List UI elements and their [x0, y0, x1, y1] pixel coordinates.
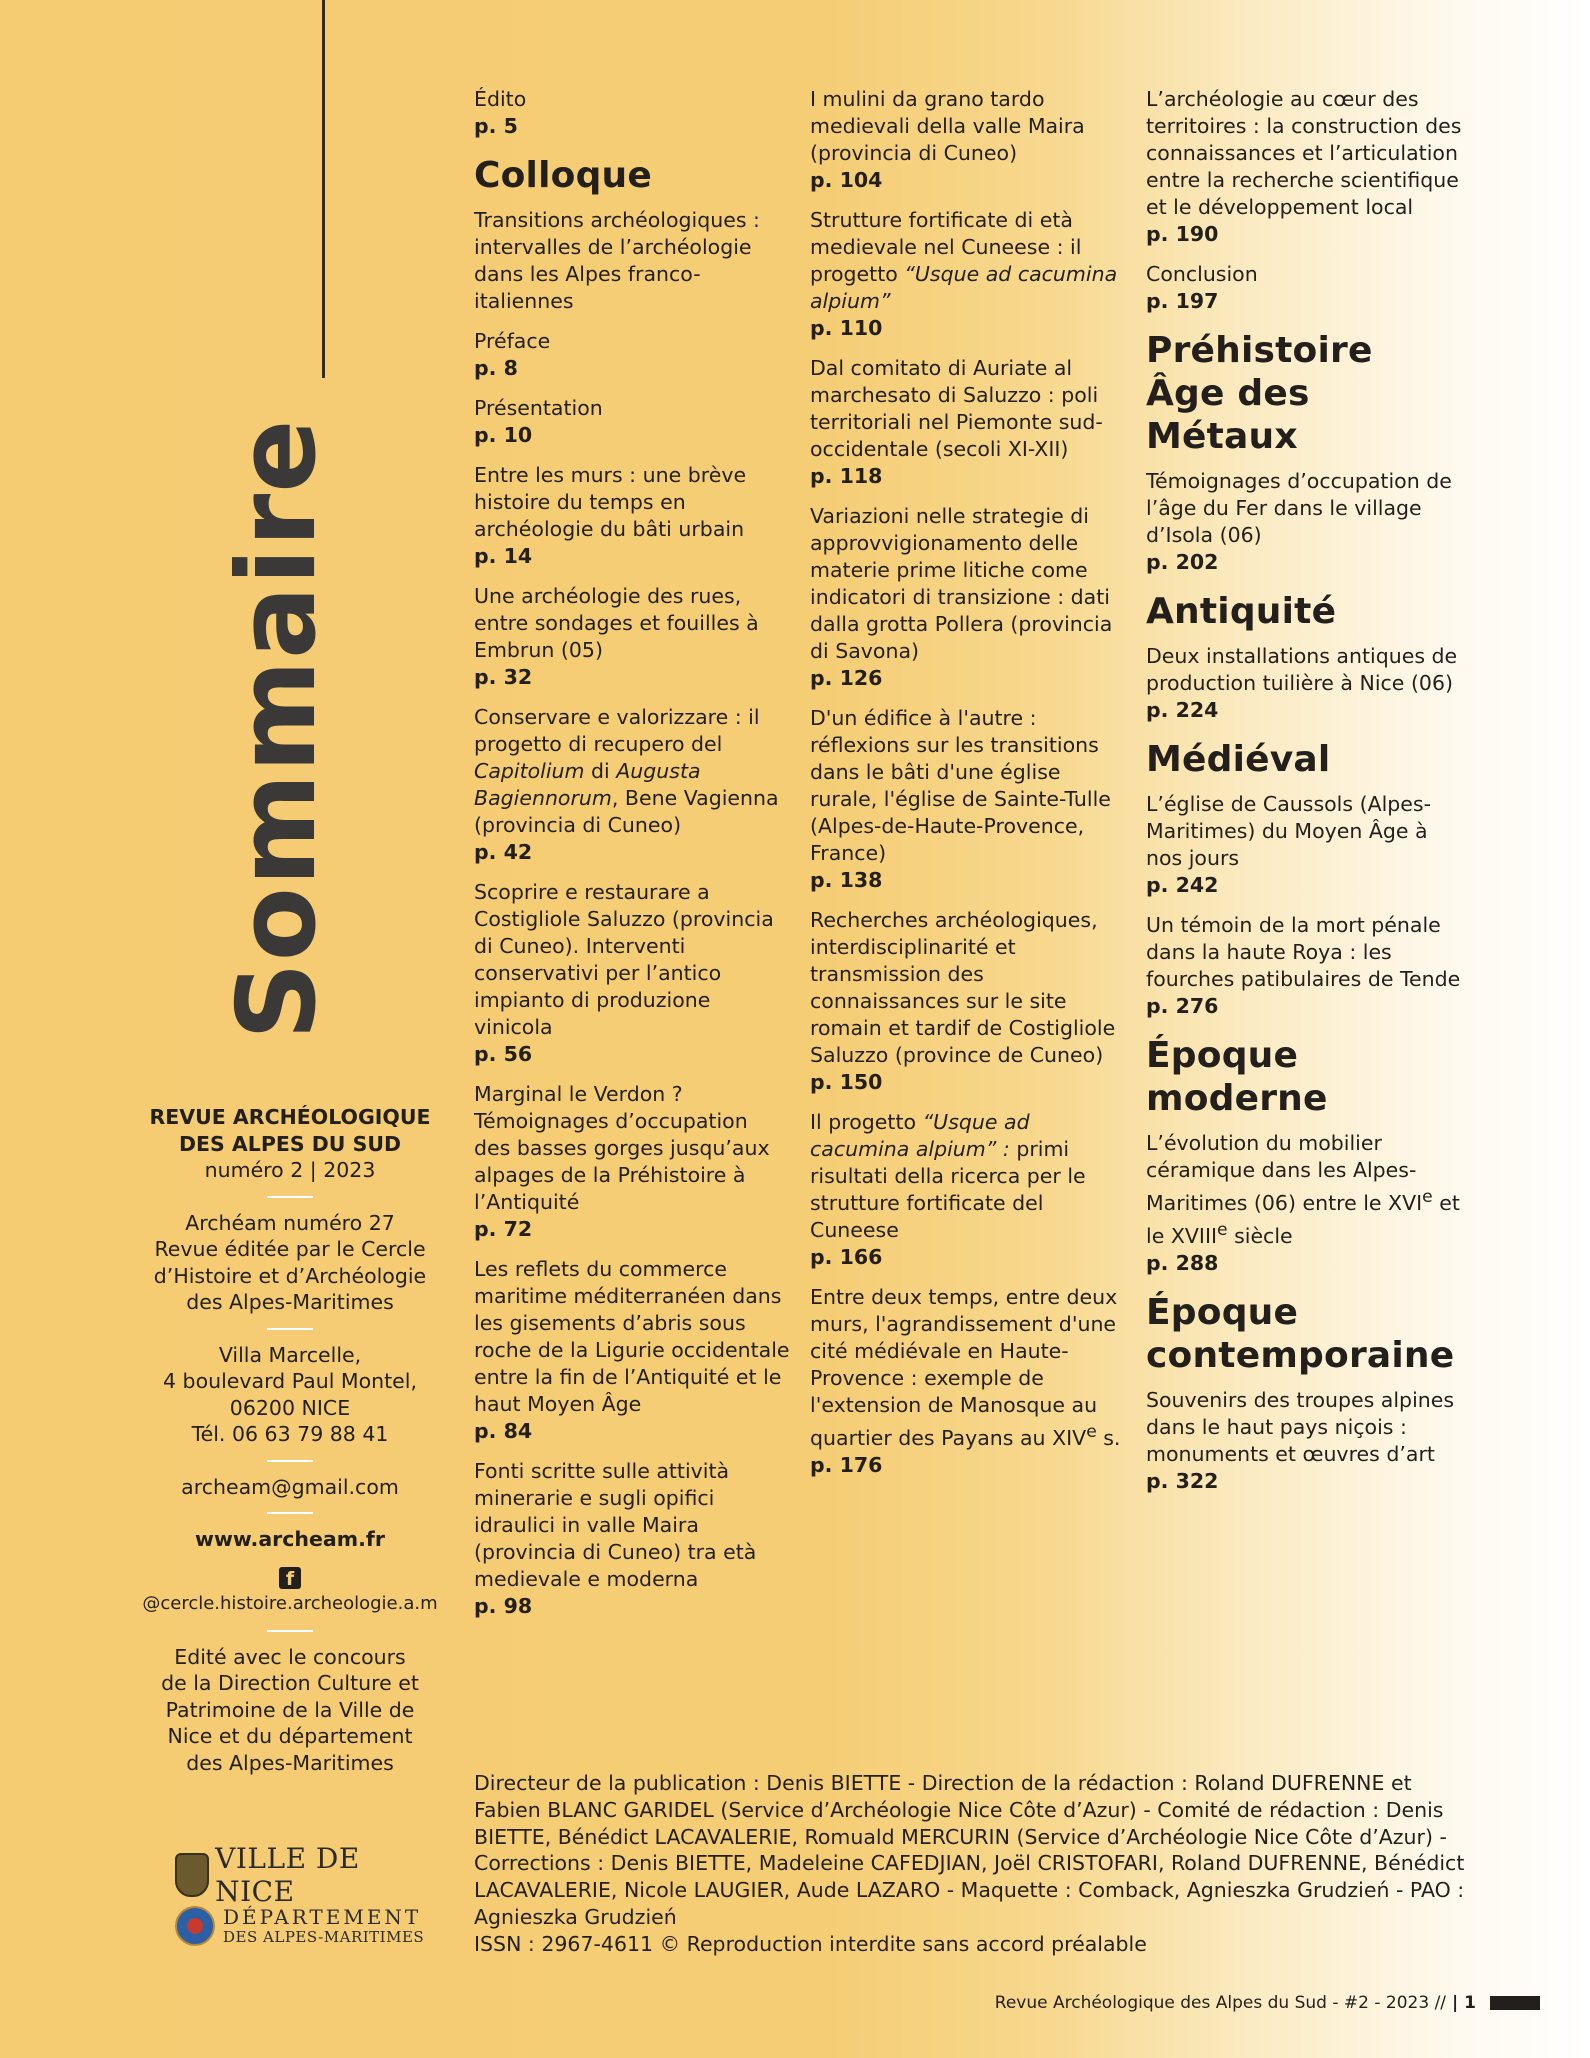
toc-entry-page: p. 104 — [810, 168, 883, 192]
toc-entry-title: Il progetto “Usque ad cacumina alpium” : primi risultati della ricerca per le strutture fortificate del Cuneese — [810, 1110, 1086, 1242]
toc-entry-page: p. 197 — [1146, 289, 1219, 313]
section-heading: Préhistoire Âge des Métaux — [1146, 330, 1373, 457]
toc-entry-title: Une archéologie des rues, entre sondages et fouilles à Embrun (05) — [474, 584, 759, 662]
address-line: 06200 NICE — [229, 1395, 351, 1420]
toc-entry[interactable] — [810, 1109, 1126, 1271]
toc-entry-title: Souvenirs des troupes alpines dans le haut pays niçois : monuments et œuvres d’art — [1146, 1387, 1455, 1466]
toc-entry-title: Les reflets du commerce maritime méditerranéen dans les gisements d’abris sous roche de la Ligurie occidentale entre la fin de l’Antiquité et le haut Moyen Âge — [474, 1257, 790, 1416]
departement-text: DÉPARTEMENT — [223, 1905, 422, 1929]
publisher-note: Patrimoine de la Ville de — [165, 1697, 415, 1722]
revue-name-line1: REVUE ARCHÉOLOGIQUE — [149, 1105, 431, 1129]
toc-entry-page: p. 202 — [1146, 550, 1219, 574]
toc-entry-title: Deux installations antiques de production tuilière à Nice (06) — [1146, 644, 1458, 695]
toc-entry-page: p. 166 — [810, 1245, 883, 1269]
archeam-line: d’Histoire et d’Archéologie — [153, 1263, 427, 1288]
toc-entry-page: p. 126 — [810, 666, 883, 690]
toc-entry-title: Conclusion — [1146, 262, 1258, 286]
toc-entry-page: p. 10 — [474, 423, 533, 447]
departement-subtext: DES ALPES-MARITIMES — [223, 1928, 425, 1946]
toc-entry-page: p. 322 — [1146, 1468, 1219, 1493]
footer-bar — [1490, 1996, 1540, 2010]
toc-entry[interactable] — [474, 704, 790, 866]
toc-entry[interactable] — [474, 879, 790, 1068]
ville-de-nice-text: VILLE DE NICE — [215, 1842, 360, 1908]
facebook-handle[interactable]: @cercle.histoire.archeologie.a.m — [142, 1593, 438, 1614]
toc-entry[interactable] — [810, 355, 1126, 490]
toc-entry-title: Édito — [474, 87, 527, 111]
toc-entry[interactable] — [810, 705, 1126, 894]
archeam-line: des Alpes-Maritimes — [186, 1290, 394, 1314]
toc-entry-page: p. 176 — [810, 1452, 883, 1477]
toc-entry-page: p. 110 — [810, 316, 883, 340]
toc-entry-title: Recherches archéologiques, interdisciplinarité et transmission des connaissances sur le site romain et tardif de Costigliole Saluzzo (province de Cuneo) — [810, 908, 1116, 1067]
toc-entry[interactable] — [1146, 912, 1462, 1020]
toc-entry[interactable] — [810, 503, 1126, 692]
partner-logos — [175, 1842, 435, 1946]
section-heading: Époque moderne — [1146, 1035, 1328, 1119]
section-heading: Médiéval — [1146, 739, 1331, 780]
email-link[interactable]: archeam@gmail.com — [181, 1474, 399, 1499]
publisher-note: des Alpes-Maritimes — [186, 1750, 394, 1775]
toc-entry-title: Présentation — [474, 396, 603, 420]
issue-number: numéro 2 | 2023 — [204, 1158, 376, 1182]
page-number: | 1 — [1452, 1993, 1476, 2013]
website-link[interactable]: www.archeam.fr — [195, 1527, 385, 1551]
masthead — [130, 1104, 450, 1776]
publisher-note: Nice et du département — [167, 1724, 413, 1748]
separator — [267, 1512, 313, 1514]
toc-entry[interactable] — [474, 462, 790, 570]
toc-entry-title: Marginal le Verdon ? Témoignages d’occupation des basses gorges jusqu’aux alpages de la Préhistoire à l’Antiquité — [474, 1082, 770, 1214]
toc-entry-title: Entre deux temps, entre deux murs, l'agrandissement d'une cité médiévale en Haute-Provence : exemple de l'extension de Manosque au quartier des Payans au XIVe s. — [810, 1285, 1121, 1450]
toc-entry[interactable] — [1146, 791, 1462, 899]
nice-crest-icon — [175, 1853, 209, 1897]
credits-text: Directeur de la publication : Denis BIETTE - Direction de la rédaction : Roland DUFRENNE et Fabien BLANC GARIDEL (Service d’Archéologie Nice Côte d’Azur) - Comité de rédaction : Denis BIETTE, Bénédict LACAVALERIE, Romuald MERCURIN (Service d’Archéologie Nice Côte d’Azur) - Corrections : Denis BIETTE, Madeleine CAFEDJIAN, Joël CRISTOFARI, Roland DUFRENNE, Bénédict LACAVALERIE, Nicole LAUGIER, Aude LAZARO - Maquette : Comback, Agnieszka Grudzień - PAO : Agnieszka Grudzień — [474, 1771, 1465, 1929]
toc-entry-page: p. 118 — [810, 464, 883, 488]
toc-entry-title: Scoprire e restaurare a Costigliole Saluzzo (provincia di Cuneo). Interventi conservativi per l’antico impianto di produzione vinicola — [474, 880, 774, 1039]
toc-entry-title: Entre les murs : une brève histoire du temps en archéologie du bâti urbain — [474, 463, 747, 541]
publisher-note: de la Direction Culture et — [161, 1671, 419, 1695]
toc-entry-page: p. 98 — [474, 1594, 533, 1618]
departement-logo — [175, 1906, 435, 1946]
toc-entry[interactable] — [810, 86, 1126, 194]
toc-entry[interactable] — [474, 395, 790, 449]
toc-entry-page: p. 190 — [1146, 222, 1219, 246]
ville-de-nice-logo — [175, 1842, 435, 1908]
toc-entry-title: Fonti scritte sulle attività minerarie e sugli opifici idraulici in valle Maira (provincia di Cuneo) tra età medievale e moderna — [474, 1459, 757, 1591]
footer-text: Revue Archéologique des Alpes du Sud - #2 - 2023 // — [994, 1993, 1447, 2013]
archeam-line: Archéam numéro 27 — [185, 1210, 395, 1235]
page-footer — [995, 1993, 1540, 2013]
toc-entry-title: Conservare e valorizzare : il progetto di recupero del Capitolium di Augusta Bagiennorum, Bene Vagienna (provincia di Cuneo) — [474, 705, 779, 837]
toc-column-2 — [810, 86, 1126, 1492]
toc-entry-title: Strutture fortificate di età medievale nel Cuneese : il progetto “Usque ad cacumina alpium” — [810, 208, 1118, 313]
toc-entry-page: p. 42 — [474, 840, 533, 864]
toc-entry-title: Préface — [474, 329, 551, 353]
toc-entry-page: p. 72 — [474, 1217, 533, 1241]
toc-entry[interactable] — [474, 1256, 790, 1445]
toc-entry[interactable] — [1146, 86, 1462, 248]
toc-entry-title: Dal comitato di Auriate al marchesato di Saluzzo : poli territoriali nel Piemonte sud-occidentale (secoli XI-XII) — [810, 356, 1103, 461]
toc-entry-title: L’archéologie au cœur des territoires : la construction des connaissances et l’articulation entre la recherche scientifique et le développement local — [1146, 87, 1462, 219]
toc-entry-page: p. 138 — [810, 868, 883, 892]
separator — [267, 1328, 313, 1330]
address-line: 4 boulevard Paul Montel, — [163, 1369, 417, 1393]
toc-column-1 — [474, 86, 790, 1633]
toc-entry-page: p. 276 — [1146, 994, 1219, 1018]
toc-entry-page: p. 32 — [474, 665, 533, 689]
section-heading: Colloque — [474, 155, 652, 196]
archeam-line: Revue éditée par le Cercle — [154, 1237, 426, 1261]
toc-entry-title: Transitions archéologiques : intervalles de l’archéologie dans les Alpes franco-italiennes — [474, 208, 760, 313]
toc-entry-page: p. 56 — [474, 1042, 533, 1066]
toc-entry[interactable] — [810, 1284, 1126, 1479]
toc-entry-page: p. 288 — [1146, 1250, 1219, 1275]
separator — [267, 1630, 313, 1632]
toc-entry-title: L’église de Caussols (Alpes-Maritimes) du Moyen Âge à nos jours — [1146, 792, 1431, 870]
credits — [474, 1770, 1474, 1958]
publisher-note: Edité avec le concours — [174, 1644, 406, 1669]
toc-entry-page: p. 8 — [474, 356, 518, 380]
toc-entry[interactable] — [1146, 468, 1462, 576]
phone: Tél. 06 63 79 88 41 — [191, 1422, 389, 1446]
toc-entry[interactable] — [810, 207, 1126, 342]
toc-entry-page: p. 242 — [1146, 873, 1219, 897]
toc-entry-page: p. 84 — [474, 1419, 533, 1443]
toc-entry[interactable] — [474, 1458, 790, 1620]
address-line: Villa Marcelle, — [218, 1342, 362, 1367]
revue-name-line2: DES ALPES DU SUD — [178, 1131, 401, 1156]
toc-entry-title: Un témoin de la mort pénale dans la haute Roya : les fourches patibulaires de Tende — [1146, 913, 1461, 991]
separator — [267, 1196, 313, 1198]
toc-entry[interactable] — [1146, 1130, 1462, 1277]
toc-entry[interactable] — [1146, 643, 1462, 724]
toc-entry-title: Témoignages d’occupation de l’âge du Fer dans le village d’Isola (06) — [1146, 469, 1452, 547]
toc-entry-title: D'un édifice à l'autre : réflexions sur les transitions dans le bâti d'une église rurale, l'église de Sainte-Tulle (Alpes-de-Haute-Provence, France) — [810, 706, 1111, 865]
departement-emblem-icon — [175, 1906, 215, 1946]
issn-line: ISSN : 2967-4611 © Reproduction interdite sans accord préalable — [474, 1931, 1147, 1956]
toc-column-3 — [1146, 86, 1462, 1508]
section-heading: Antiquité — [1146, 591, 1337, 632]
toc-entry-page: p. 5 — [474, 114, 518, 138]
toc-entry-title: Variazioni nelle strategie di approvvigionamento delle materie prime litiche come indicatori di transizione : dati dalla grotta Pollera (provincia di Savona) — [810, 504, 1113, 663]
vertical-rule — [322, 0, 325, 378]
toc-entry[interactable] — [474, 207, 790, 315]
section-heading: Époque contemporaine — [1146, 1291, 1455, 1376]
toc-entry[interactable] — [1146, 261, 1462, 315]
toc-entry[interactable] — [810, 907, 1126, 1096]
toc-entry[interactable] — [474, 328, 790, 382]
toc-entry-page: p. 224 — [1146, 698, 1219, 722]
facebook-icon[interactable]: f — [279, 1567, 301, 1589]
toc-entry[interactable] — [474, 86, 790, 140]
toc-entry-page: p. 150 — [810, 1070, 883, 1094]
toc-entry[interactable] — [474, 1081, 790, 1243]
toc-entry[interactable] — [474, 583, 790, 691]
toc-entry-page: p. 14 — [474, 544, 533, 568]
separator — [267, 1460, 313, 1462]
toc-entry-title: L’évolution du mobilier céramique dans les Alpes-Maritimes (06) entre le XVIe et le XVIIIe siècle — [1146, 1131, 1460, 1248]
page-title: Sommaire — [215, 418, 340, 1040]
toc-entry-title: I mulini da grano tardo medievali della valle Maira (provincia di Cuneo) — [810, 87, 1085, 165]
toc-entry[interactable] — [1146, 1387, 1462, 1495]
